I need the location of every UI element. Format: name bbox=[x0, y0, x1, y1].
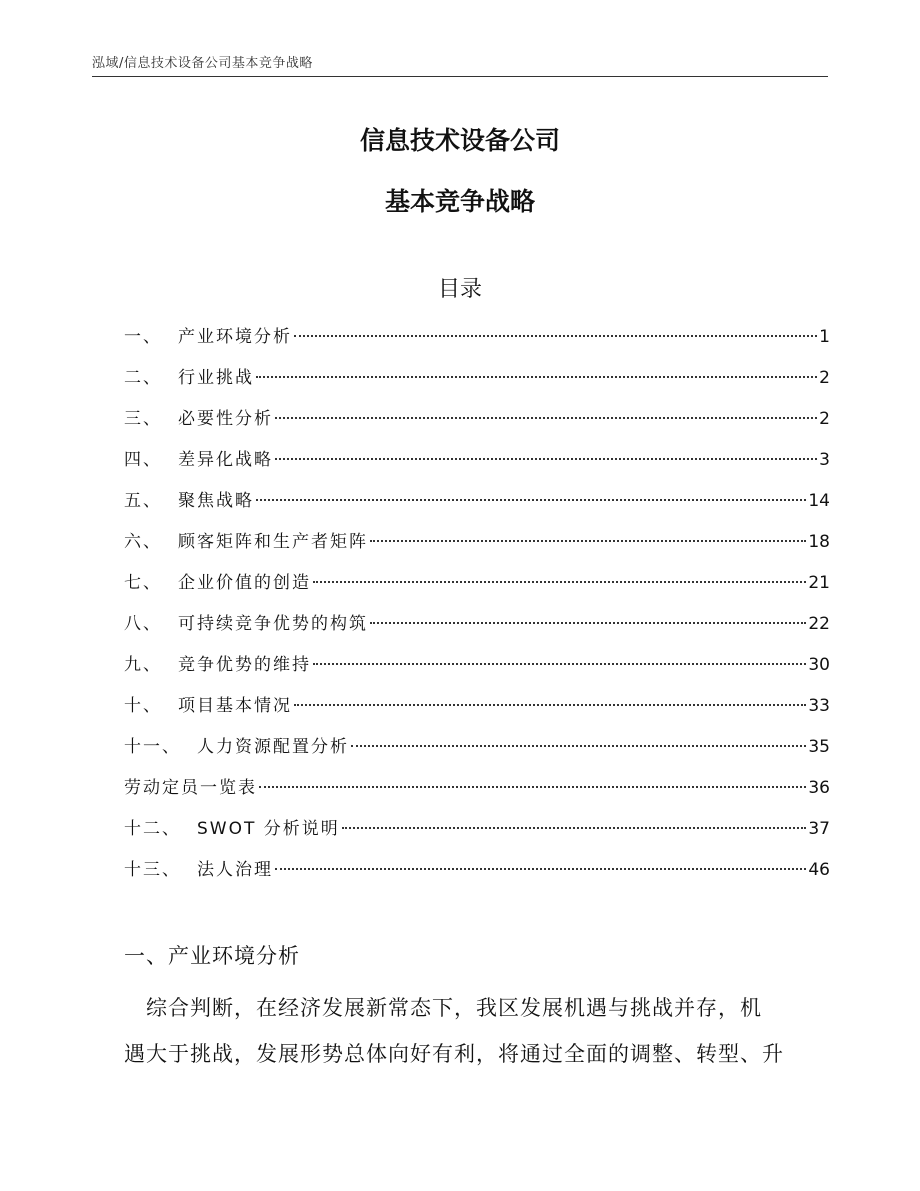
toc-entry-label: 产业环境分析 bbox=[178, 327, 292, 347]
toc-leader-dots bbox=[294, 704, 806, 706]
toc-entry-number: 十二、 bbox=[124, 819, 181, 839]
toc-entry-label: 差异化战略 bbox=[178, 450, 273, 470]
toc-entry-label: 顾客矩阵和生产者矩阵 bbox=[178, 532, 368, 552]
toc-leader-dots bbox=[275, 417, 817, 419]
toc-entry-label: 项目基本情况 bbox=[178, 696, 292, 716]
toc-entry[interactable] bbox=[124, 732, 830, 773]
toc-entry-number: 三、 bbox=[124, 409, 162, 429]
toc-leader-dots bbox=[275, 458, 817, 460]
toc-entry-page: 14 bbox=[808, 491, 830, 511]
toc-entry-number: 八、 bbox=[124, 614, 162, 634]
toc-leader-dots bbox=[351, 745, 806, 747]
toc-entry-page: 22 bbox=[808, 614, 830, 634]
toc-entry[interactable] bbox=[124, 773, 830, 814]
toc-heading: 目录 bbox=[437, 277, 482, 302]
toc-entry-label: 劳动定员一览表 bbox=[124, 778, 257, 798]
toc-leader-dots bbox=[370, 622, 806, 624]
toc-entry-label: 法人治理 bbox=[197, 860, 273, 880]
toc-entry[interactable] bbox=[124, 855, 830, 896]
toc-leader-dots bbox=[342, 827, 807, 829]
toc-entry-page: 2 bbox=[819, 409, 830, 429]
toc-entry[interactable] bbox=[124, 363, 830, 404]
header-rule bbox=[92, 76, 828, 77]
toc-entry-number: 十、 bbox=[124, 696, 162, 716]
toc-leader-dots bbox=[259, 786, 806, 788]
running-header: 泓域/信息技术设备公司基本竞争战略 bbox=[92, 56, 313, 71]
toc-entry-page: 30 bbox=[808, 655, 830, 675]
toc-entry-page: 37 bbox=[808, 819, 830, 839]
toc-entry-label: 必要性分析 bbox=[178, 409, 273, 429]
toc-entry-label: 可持续竞争优势的构筑 bbox=[178, 614, 368, 634]
toc-entry[interactable] bbox=[124, 568, 830, 609]
toc-entry-page: 33 bbox=[808, 696, 830, 716]
toc-entry[interactable] bbox=[124, 609, 830, 650]
toc-entry-label: 聚焦战略 bbox=[178, 491, 254, 511]
toc-entry-number: 九、 bbox=[124, 655, 162, 675]
document-subtitle: 基本竞争战略 bbox=[384, 187, 535, 216]
section-body bbox=[124, 985, 814, 1077]
toc-entry-page: 36 bbox=[808, 778, 830, 798]
toc-entry[interactable] bbox=[124, 486, 830, 527]
toc-entry-label: 竞争优势的维持 bbox=[178, 655, 311, 675]
toc-entry-page: 46 bbox=[808, 860, 830, 880]
toc-entry-page: 3 bbox=[819, 450, 830, 470]
toc-entry-page: 18 bbox=[808, 532, 830, 552]
toc-entry-page: 1 bbox=[819, 327, 830, 347]
toc-entry-page: 21 bbox=[808, 573, 830, 593]
toc-entry-number: 五、 bbox=[124, 491, 162, 511]
toc-leader-dots bbox=[256, 376, 817, 378]
toc-entry[interactable] bbox=[124, 322, 830, 363]
toc-entry-label: 企业价值的创造 bbox=[178, 573, 311, 593]
toc-leader-dots bbox=[313, 663, 806, 665]
table-of-contents bbox=[124, 322, 830, 896]
toc-leader-dots bbox=[256, 499, 806, 501]
toc-entry[interactable] bbox=[124, 691, 830, 732]
toc-entry-label: 人力资源配置分析 bbox=[197, 737, 349, 757]
toc-entry-label: 行业挑战 bbox=[178, 368, 254, 388]
section-heading: 一、产业环境分析 bbox=[124, 944, 300, 968]
toc-entry-number: 十一、 bbox=[124, 737, 181, 757]
toc-entry-number: 一、 bbox=[124, 327, 162, 347]
toc-entry-page: 35 bbox=[808, 737, 830, 757]
toc-leader-dots bbox=[370, 540, 806, 542]
toc-entry-number: 四、 bbox=[124, 450, 162, 470]
toc-entry-page: 2 bbox=[819, 368, 830, 388]
toc-entry[interactable] bbox=[124, 527, 830, 568]
body-line: 综合判断，在经济发展新常态下，我区发展机遇与挑战并存，机 bbox=[124, 996, 762, 1020]
toc-entry[interactable] bbox=[124, 650, 830, 691]
toc-entry-number: 六、 bbox=[124, 532, 162, 552]
toc-entry-number: 十三、 bbox=[124, 860, 181, 880]
body-line: 遇大于挑战，发展形势总体向好有利，将通过全面的调整、转型、升 bbox=[124, 1042, 784, 1066]
toc-entry-number: 七、 bbox=[124, 573, 162, 593]
toc-entry-number: 二、 bbox=[124, 368, 162, 388]
toc-entry[interactable] bbox=[124, 404, 830, 445]
toc-leader-dots bbox=[313, 581, 806, 583]
document-title: 信息技术设备公司 bbox=[359, 126, 560, 155]
toc-leader-dots bbox=[294, 335, 817, 337]
toc-entry-label: SWOT 分析说明 bbox=[197, 819, 340, 839]
toc-entry[interactable] bbox=[124, 814, 830, 855]
toc-entry[interactable] bbox=[124, 445, 830, 486]
toc-leader-dots bbox=[275, 868, 806, 870]
